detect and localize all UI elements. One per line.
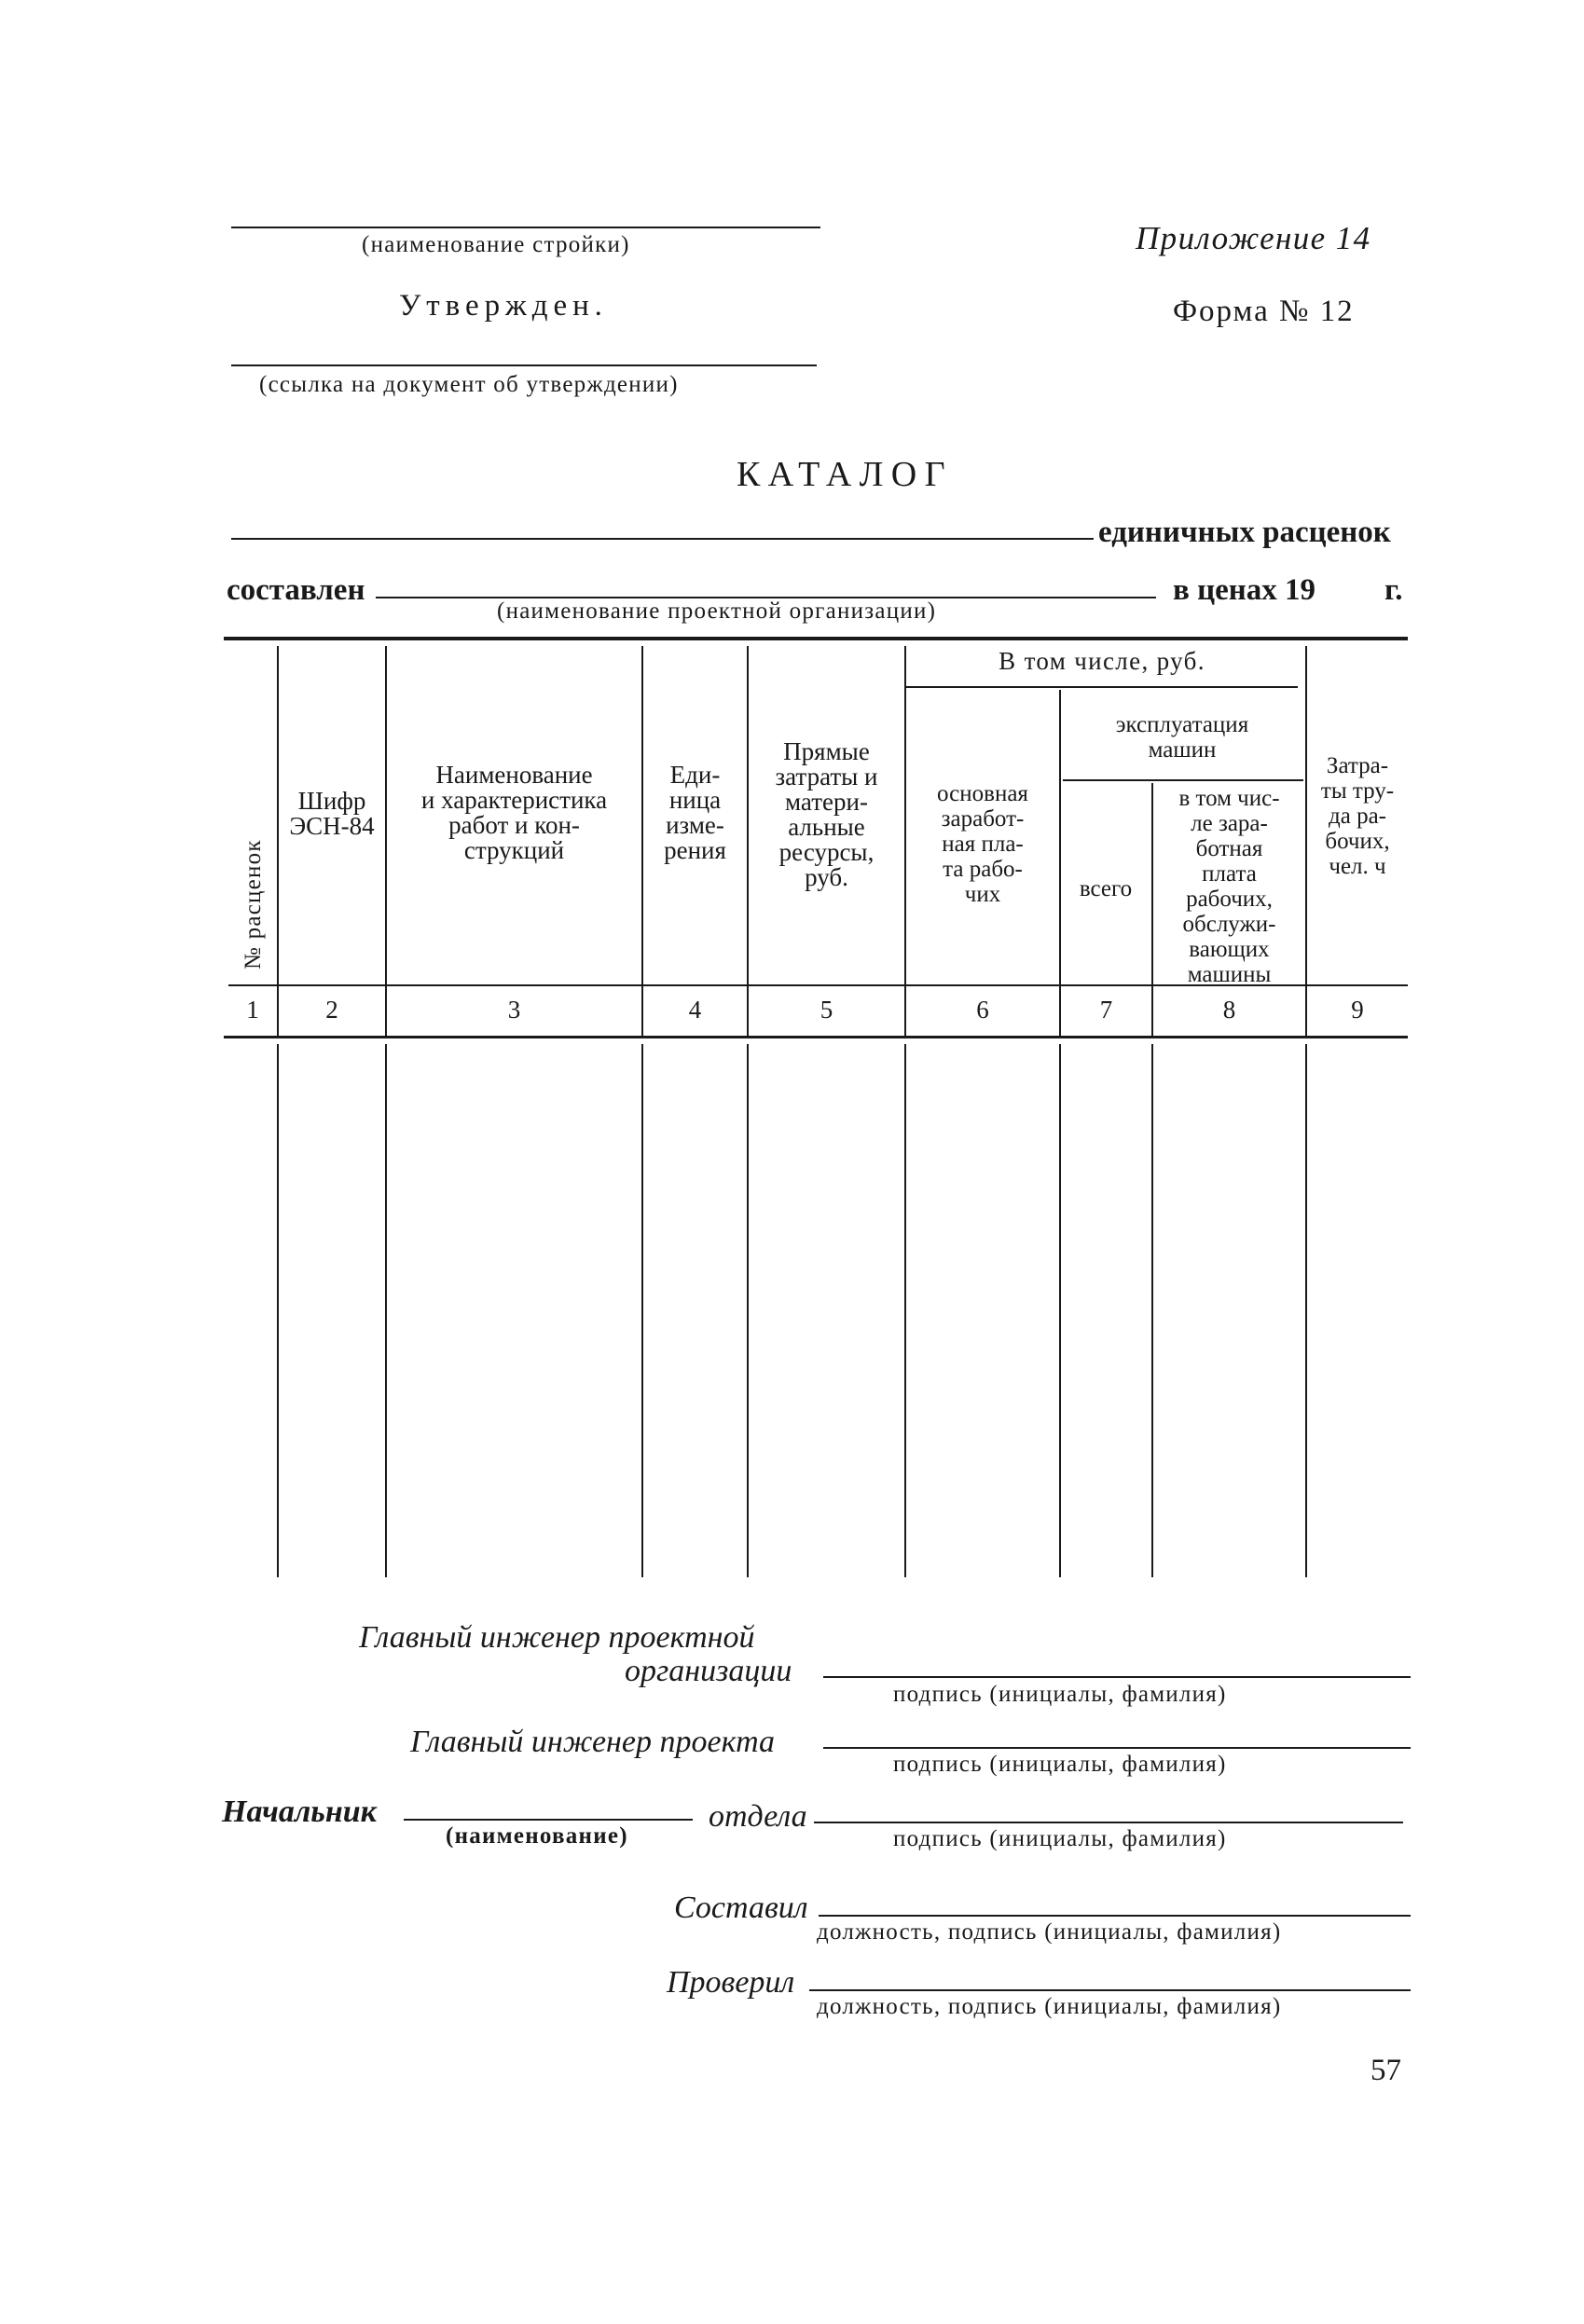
name-caption: (наименование)	[446, 1823, 628, 1849]
col-unit-header: Еди- ница изме- рения	[664, 761, 726, 864]
col-number-9: 9	[1351, 996, 1364, 1024]
approval-caption: (ссылка на документ об утверждении)	[259, 372, 679, 397]
col-number-header: № расценок	[241, 839, 266, 969]
col-wage-header: основная заработ- ная пла- та рабо- чих	[937, 781, 1028, 907]
department-name-line	[404, 1819, 693, 1821]
col-number-2: 2	[325, 996, 338, 1024]
prices-suffix: г.	[1384, 573, 1403, 607]
col-direct-costs-header: Прямые затраты и матери- альные ресурсы, руб.	[775, 737, 878, 891]
signature-line-4	[819, 1915, 1411, 1917]
col-total-header: всего	[1079, 876, 1133, 901]
signature-line-3	[814, 1822, 1403, 1823]
page-title: КАТАЛОГ	[737, 455, 953, 494]
page-number: 57	[1371, 2054, 1401, 2087]
construction-caption: (наименование стройки)	[362, 232, 630, 257]
department-label: отдела	[709, 1799, 807, 1834]
chief-engineer-org-line1: Главный инженер проектной	[359, 1620, 755, 1655]
position-caption-2: должность, подпись (инициалы, фамилия)	[817, 1994, 1282, 2019]
col-number-8: 8	[1222, 996, 1236, 1024]
unit-prices-label: единичных расценок	[1098, 516, 1391, 549]
form-label: Форма № 12	[1173, 295, 1355, 328]
col-labor-header: Затра- ты тру- да ра- бочих, чел. ч	[1320, 753, 1395, 879]
signature-line-2	[823, 1747, 1411, 1749]
signature-line-1	[823, 1676, 1411, 1678]
col-machine-wage-header: в том чис- ле зара- ботная плата рабочих, обслужи- вающих машины	[1178, 786, 1280, 987]
org-caption: (наименование проектной организации)	[497, 598, 937, 624]
col-number-7: 7	[1099, 996, 1113, 1024]
checked-by-label: Проверил	[667, 1965, 795, 2000]
compiled-label: составлен	[227, 573, 365, 607]
col-code-header: Шифр ЭСН-84	[289, 787, 375, 840]
machines-header: эксплуатация машин	[1115, 712, 1249, 763]
appendix-label: Приложение 14	[1136, 220, 1371, 256]
compiled-by-label: Составил	[674, 1891, 808, 1925]
chief-engineer-org-line2: организации	[625, 1654, 792, 1688]
head-label: Начальник	[222, 1795, 377, 1829]
prices-prefix: в ценах 19	[1173, 573, 1315, 607]
col-number-6: 6	[976, 996, 989, 1024]
col-name-header: Наименование и характеристика работ и кон- струкций	[420, 761, 608, 864]
sign-caption-3: подпись (инициалы, фамилия)	[893, 1826, 1227, 1851]
col-number-4: 4	[688, 996, 702, 1024]
sign-caption-2: подпись (инициалы, фамилия)	[893, 1752, 1227, 1777]
approved-label: Утвержден.	[399, 289, 608, 323]
sign-caption-1: подпись (инициалы, фамилия)	[893, 1682, 1227, 1707]
col-number-5: 5	[820, 996, 833, 1024]
col-number-3: 3	[507, 996, 521, 1024]
chief-engineer-project: Главный инженер проекта	[410, 1725, 776, 1759]
col-number-1: 1	[246, 996, 259, 1024]
position-caption-1: должность, подпись (инициалы, фамилия)	[817, 1919, 1282, 1945]
group-header: В том числе, руб.	[999, 647, 1205, 675]
signature-line-5	[809, 1989, 1411, 1991]
